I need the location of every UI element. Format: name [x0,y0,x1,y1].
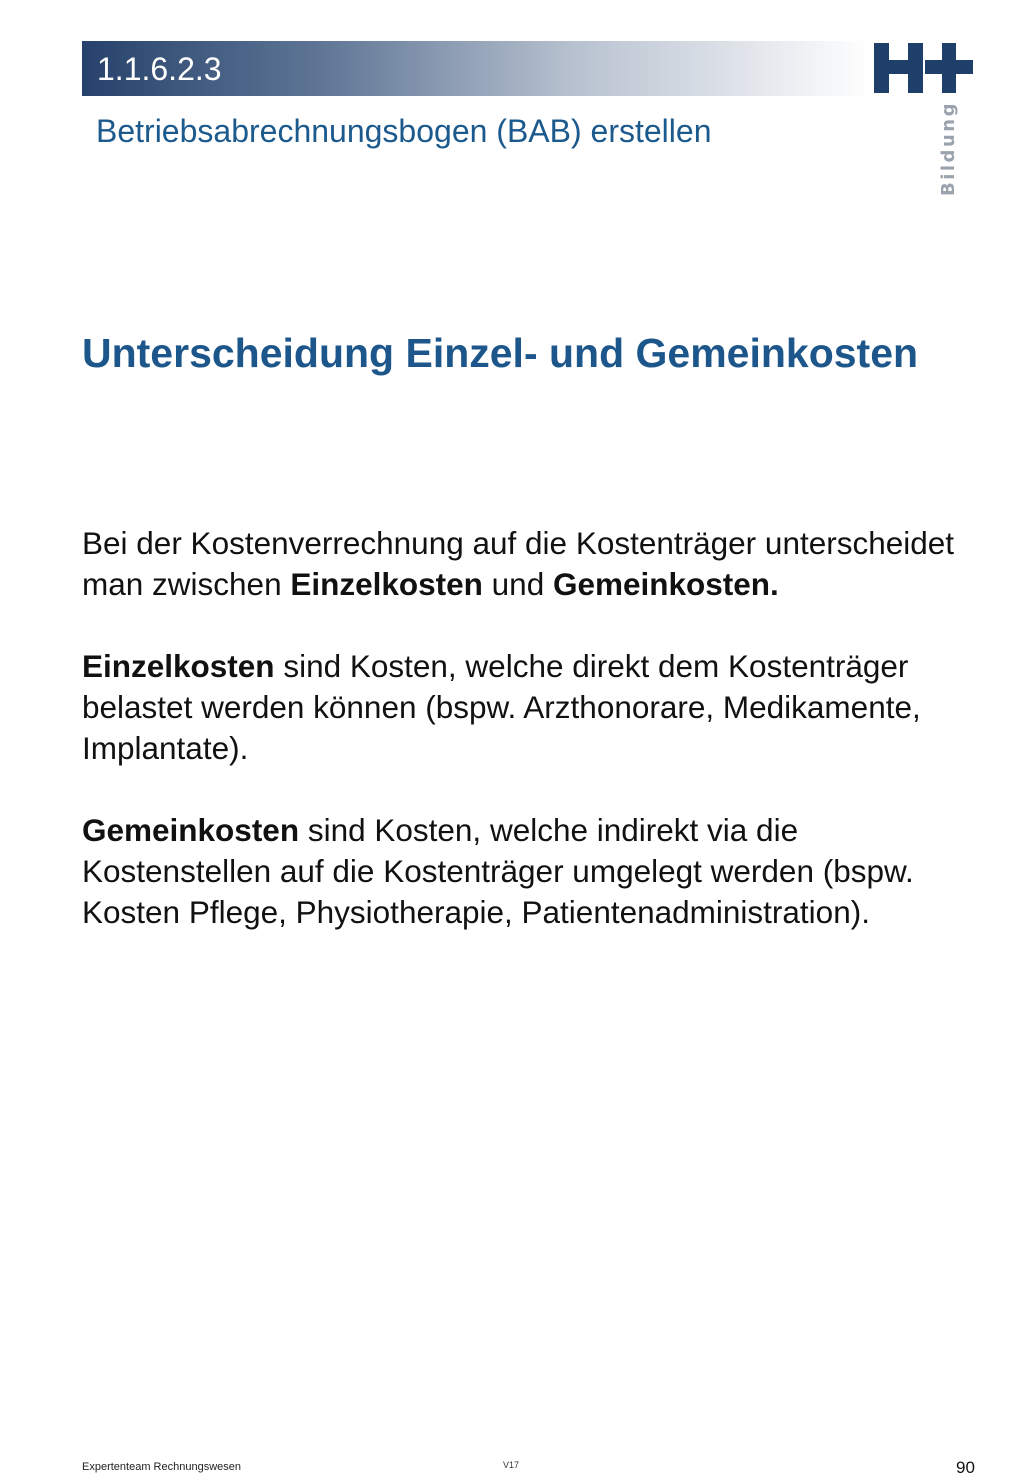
einzelkosten-term: Einzelkosten [82,648,275,684]
gemeinkosten-term: Gemeinkosten [82,812,300,848]
footer-version: V17 [503,1460,520,1470]
page-title: Unterscheidung Einzel- und Gemeinkosten [82,330,919,377]
gemeinkosten-definition: sind Kosten, welche indirekt via die Kostenstellen auf die Kostenträger umgelegt werden (bspw. Kosten Pflege, Physiotherapie, Patientenadministration). [82,812,914,930]
intro-term-gemeinkosten: Gemeinkosten. [552,566,779,602]
paragraph-gemeinkosten [82,810,992,933]
intro-term-einzelkosten: Einzelkosten [290,566,483,602]
logo-tagline: Bildung [938,101,959,196]
paragraph-einzelkosten [82,646,992,769]
page-number: 90 [956,1458,975,1477]
section-subtitle: Betriebsabrechnungsbogen (BAB) erstellen [96,113,712,149]
body-text [82,523,992,974]
intro-connector: und [482,566,553,602]
intro-text: Bei der Kostenverrechnung auf die Kostenträger unterscheidet man zwischen [82,525,955,602]
einzelkosten-definition: sind Kosten, welche direkt dem Kostenträger belastet werden können (bspw. Arzthonorare, Medikamente, Implantate). [82,648,921,766]
hplus-bildung-logo [872,40,976,205]
paragraph-intro [82,523,992,605]
footer-team: Expertenteam Rechnungswesen [82,1461,241,1473]
section-number: 1.1.6.2.3 [97,51,222,87]
header-bar [82,41,872,96]
